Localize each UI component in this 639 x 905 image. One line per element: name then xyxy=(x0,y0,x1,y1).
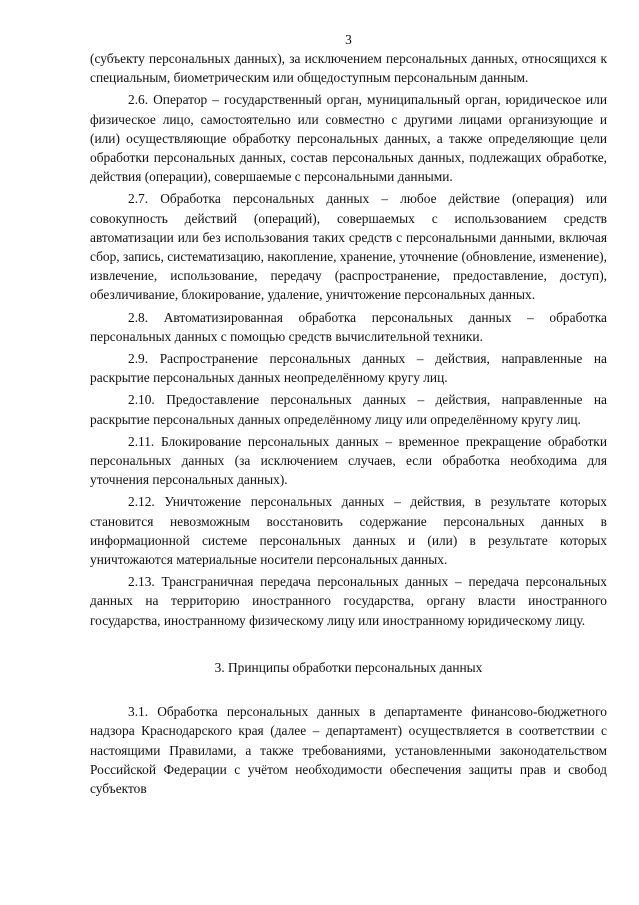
item-text: Блокирование персональных данных – временное прекращение обработки персональных данных (за исключением случаев, если обработка необходима для уточнения персональных данных). xyxy=(90,433,607,488)
definition-2-6 xyxy=(90,90,607,186)
item-number: 2.10. xyxy=(128,392,155,408)
item-text: Автоматизированная обработка персональных данных – обработка персональных данных с помощью средств вычислительной техники. xyxy=(90,309,607,344)
item-number: 2.8. xyxy=(128,309,149,325)
item-number: 2.12. xyxy=(128,494,155,510)
item-number: 3.1. xyxy=(128,704,149,720)
continuation-paragraph: (субъекту персональных данных), за исключением персональных данных, относящихся к специальным, биометрическим или общедоступным персональным данным. xyxy=(90,51,607,86)
item-text: Обработка персональных данных в департаменте финансово-бюджетного надзора Краснодарского края (далее – департамент) осуществляется в соответствии с настоящими Правилами, а также требованиями, установленными законодательством Российской Федерации с учётом необходимости обеспечения защиты прав и свобод субъектов xyxy=(90,704,607,796)
section-heading: 3. Принципы обработки персональных данных xyxy=(214,659,483,675)
section-paragraph-3-1 xyxy=(90,702,607,798)
item-text: Оператор – государственный орган, муниципальный орган, юридическое или физическое лицо, самостоятельно или совместно с другими лицами организующие и (или) осуществляющие обработку персональных данных, а также определяющие цели обработки персональных данных, состав персональных данных, подлежащих обработке, действия (операции), совершаемые с персональными данными. xyxy=(90,92,607,185)
item-number: 2.13. xyxy=(128,574,155,590)
item-text: Предоставление персональных данных – действия, направленные на раскрытие персональных данных определённому лицу или определённому кругу лиц. xyxy=(90,392,607,427)
item-number: 2.9. xyxy=(128,351,149,367)
item-number: 2.11. xyxy=(128,433,155,449)
item-number: 2.6. xyxy=(128,92,149,108)
item-text: Уничтожение персональных данных – действия, в результате которых становится невозможным восстановить содержание персональных данных в информационной системе персональных данных и (или) в результате которых уничтожаются материальные носители персональных данных. xyxy=(90,494,607,568)
page-number: 3 xyxy=(345,32,352,47)
definition-2-10 xyxy=(90,390,607,428)
item-number: 2.7. xyxy=(128,191,149,207)
definition-2-13 xyxy=(90,572,607,630)
definition-2-7 xyxy=(90,189,607,304)
definition-2-11 xyxy=(90,432,607,490)
definition-2-12 xyxy=(90,492,607,569)
item-text: Распространение персональных данных – действия, направленные на раскрытие персональных данных неопределённому кругу лиц. xyxy=(90,351,607,386)
definition-2-9 xyxy=(90,349,607,387)
definition-2-8 xyxy=(90,308,607,346)
item-text: Обработка персональных данных – любое действие (операция) или совокупность действий (операций), совершаемых с использованием средств автоматизации или без использования таких средств с персональными данными, включая сбор, запись, систематизацию, накопление, хранение, уточнение (обновление, изменение), извлечение, использование, передачу (распространение, предоставление, доступ), обезличивание, блокирование, удаление, уничтожение персональных данных. xyxy=(90,191,607,303)
item-text: Трансграничная передача персональных данных – передача персональных данных на территорию иностранного государства, органу власти иностранного государства, иностранному физическому лицу или иностранному юридическому лицу. xyxy=(90,574,607,628)
